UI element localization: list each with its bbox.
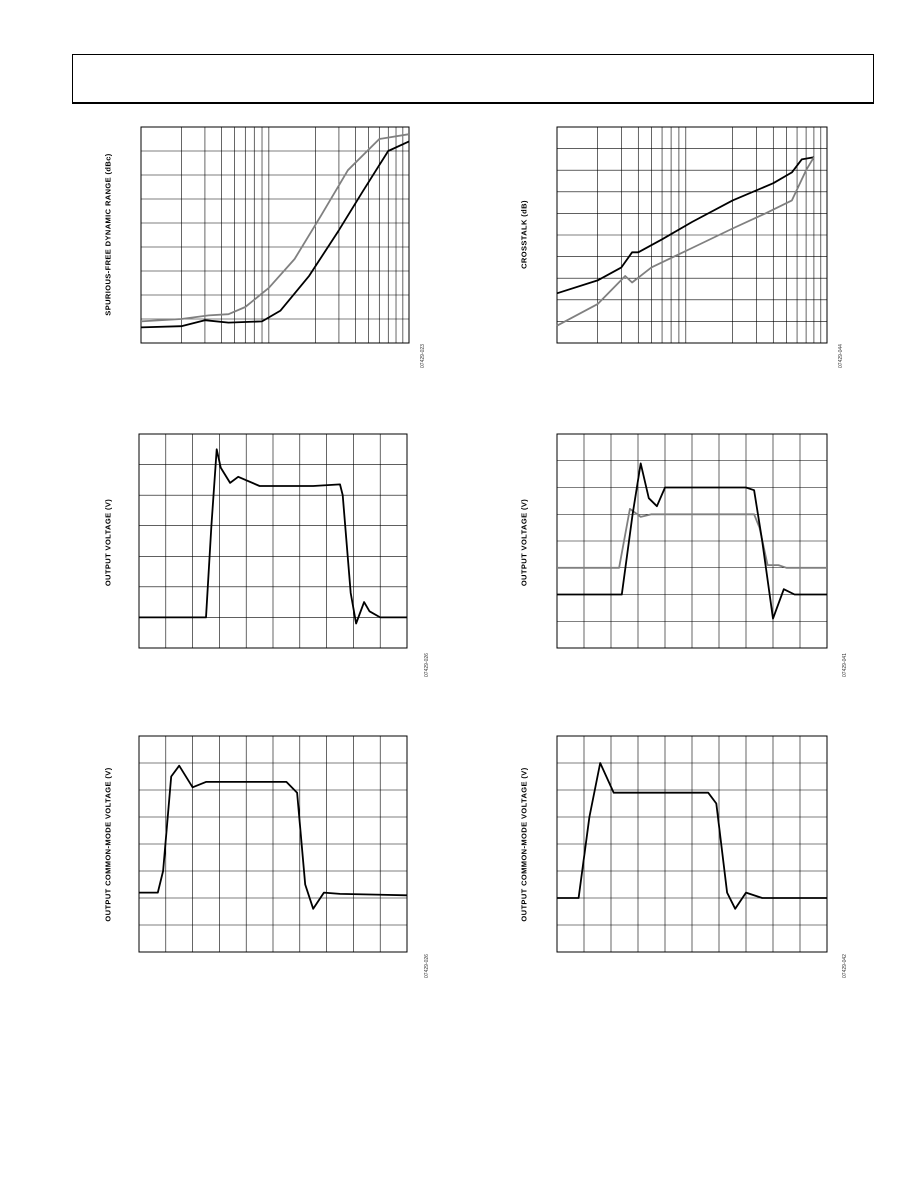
chart-1-figure-id: 07429-023: [420, 344, 426, 368]
series-line-1: [557, 157, 814, 293]
header-box-right: [873, 54, 874, 104]
chart-6-figure-id: 07429-042: [842, 954, 848, 978]
sfdr-chart: [140, 126, 410, 344]
chart-5-figure-id: 07429-026: [424, 954, 430, 978]
header-box-top: [72, 54, 874, 55]
chart-1-ylabel: SPURIOUS-FREE DYNAMIC RANGE (dBc): [103, 153, 113, 316]
output-common-mode-chart-right: [556, 735, 828, 953]
crosstalk-chart: [556, 126, 828, 344]
chart-5-ylabel: OUTPUT COMMON-MODE VOLTAGE (V): [103, 767, 113, 922]
header-box-bottom: [72, 102, 874, 104]
chart-3-ylabel: OUTPUT VOLTAGE (V): [103, 498, 113, 587]
chart-6-ylabel: OUTPUT COMMON-MODE VOLTAGE (V): [519, 767, 529, 922]
chart-2-ylabel: CROSSTALK (dB): [519, 200, 529, 269]
output-common-mode-chart-left: [138, 735, 408, 953]
output-voltage-chart-left: [138, 433, 408, 649]
output-voltage-chart-right: [556, 433, 828, 649]
chart-3-figure-id: 07429-026: [424, 653, 430, 677]
chart-4-ylabel: OUTPUT VOLTAGE (V): [519, 498, 529, 587]
chart-4-figure-id: 07429-041: [842, 653, 848, 677]
chart-2-figure-id: 07429-044: [838, 344, 844, 368]
header-box-left: [72, 54, 73, 104]
